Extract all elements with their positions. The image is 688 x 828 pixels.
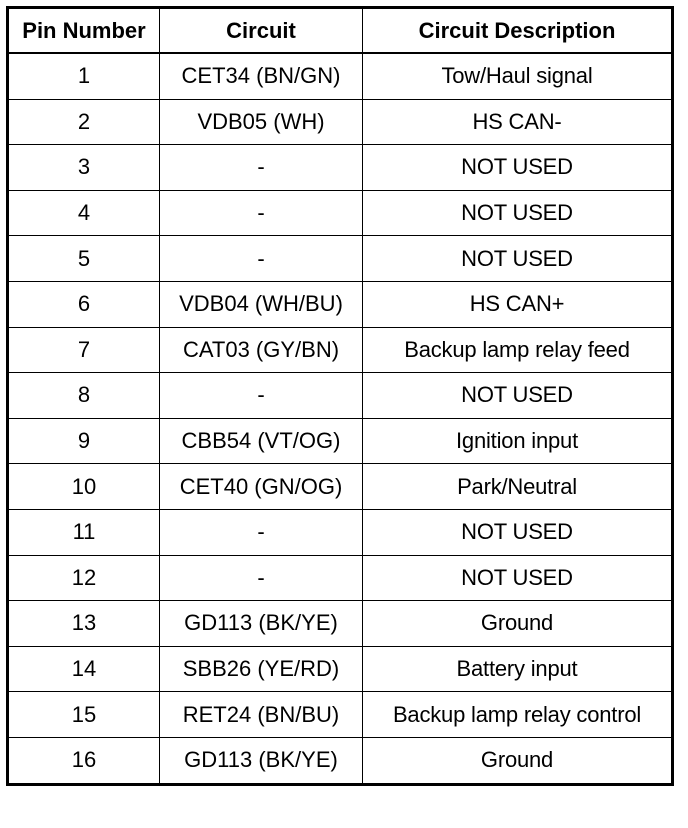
circuit-cell: - [160,555,363,601]
table-row [8,418,673,464]
circuit-cell: - [160,236,363,282]
pin-number-cell: 14 [8,646,160,692]
pin-number-cell: 13 [8,601,160,647]
circuit-cell: CAT03 (GY/BN) [160,327,363,373]
table-row [8,692,673,738]
pin-number-cell: 10 [8,464,160,510]
table-row [8,327,673,373]
pin-number-cell: 7 [8,327,160,373]
pin-number-cell: 1 [8,53,160,99]
circuit-description-cell: NOT USED [363,145,673,191]
circuit-description-cell: Park/Neutral [363,464,673,510]
circuit-description-cell: HS CAN+ [363,281,673,327]
circuit-description-cell: NOT USED [363,236,673,282]
circuit-description-cell: Backup lamp relay feed [363,327,673,373]
header-circuit: Circuit [160,8,363,54]
table-row [8,464,673,510]
circuit-description-cell: Ignition input [363,418,673,464]
table-row [8,737,673,784]
table-row [8,601,673,647]
circuit-description-cell: NOT USED [363,190,673,236]
pinout-table [6,6,674,786]
table-row [8,236,673,282]
circuit-cell: SBB26 (YE/RD) [160,646,363,692]
circuit-cell: - [160,509,363,555]
table-row [8,145,673,191]
table-row [8,646,673,692]
pin-number-cell: 15 [8,692,160,738]
circuit-description-cell: NOT USED [363,373,673,419]
circuit-cell: - [160,190,363,236]
circuit-cell: CET40 (GN/OG) [160,464,363,510]
circuit-cell: VDB04 (WH/BU) [160,281,363,327]
table-row [8,509,673,555]
pin-number-cell: 9 [8,418,160,464]
circuit-description-cell: Backup lamp relay control [363,692,673,738]
header-pin-number: Pin Number [8,8,160,54]
circuit-description-cell: NOT USED [363,555,673,601]
circuit-description-cell: Tow/Haul signal [363,53,673,99]
pin-number-cell: 11 [8,509,160,555]
circuit-description-cell: Ground [363,737,673,784]
pin-number-cell: 8 [8,373,160,419]
table-row [8,555,673,601]
pin-number-cell: 6 [8,281,160,327]
table-row [8,190,673,236]
circuit-description-cell: HS CAN- [363,99,673,145]
pin-number-cell: 16 [8,737,160,784]
pin-number-cell: 2 [8,99,160,145]
circuit-cell: GD113 (BK/YE) [160,737,363,784]
circuit-cell: GD113 (BK/YE) [160,601,363,647]
circuit-cell: - [160,145,363,191]
circuit-cell: CET34 (BN/GN) [160,53,363,99]
circuit-cell: CBB54 (VT/OG) [160,418,363,464]
circuit-cell: VDB05 (WH) [160,99,363,145]
table-header [8,8,673,54]
circuit-cell: RET24 (BN/BU) [160,692,363,738]
pin-number-cell: 12 [8,555,160,601]
circuit-description-cell: NOT USED [363,509,673,555]
header-row [8,8,673,54]
circuit-description-cell: Battery input [363,646,673,692]
table-row [8,281,673,327]
pin-number-cell: 5 [8,236,160,282]
table-row [8,53,673,99]
header-circuit-description: Circuit Description [363,8,673,54]
table-row [8,99,673,145]
table-row [8,373,673,419]
pin-number-cell: 4 [8,190,160,236]
circuit-description-cell: Ground [363,601,673,647]
pin-number-cell: 3 [8,145,160,191]
table-body [8,53,673,784]
circuit-cell: - [160,373,363,419]
